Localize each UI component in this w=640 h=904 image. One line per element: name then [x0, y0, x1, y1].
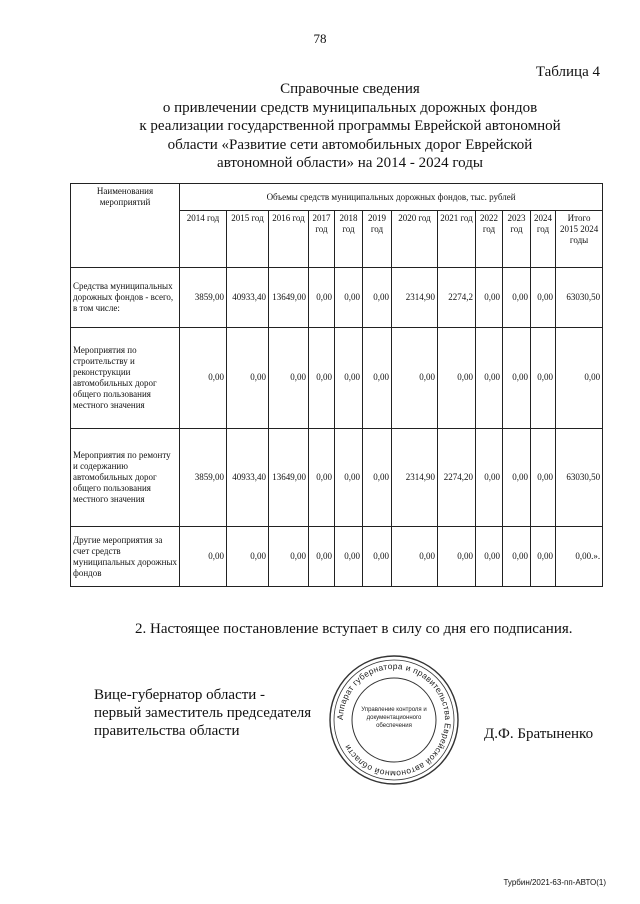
year-column-header: 2014 год [180, 211, 227, 268]
table-row [71, 327, 603, 428]
value-cell: 0,00 [503, 527, 531, 587]
value-cell: 0,00 [476, 327, 503, 428]
year-column-header: 2015 год [227, 211, 269, 268]
page-number: 78 [313, 31, 327, 46]
value-cell: 63030,50 [556, 428, 603, 527]
signatory-title-line: Вице-губернатор области - [94, 687, 266, 703]
value-cell: 0,00 [531, 327, 556, 428]
value-cell: 0,00 [269, 527, 309, 587]
stamp-center-line: Управление контроля и [361, 707, 427, 713]
table-label: Таблица 4 [535, 64, 600, 80]
year-column-header: 2017 год [309, 211, 335, 268]
value-cell: 0,00 [363, 268, 392, 328]
heading-line: автономной области» на 2014 - 2024 годы [217, 155, 483, 171]
value-cell: 0,00 [309, 428, 335, 527]
value-cell: 0,00 [476, 527, 503, 587]
value-cell: 13649,00 [269, 428, 309, 527]
year-column-header: 2020 год [392, 211, 438, 268]
value-cell: 0,00 [392, 327, 438, 428]
value-cell: 0,00 [503, 327, 531, 428]
value-cell: 0,00 [438, 327, 476, 428]
official-stamp [327, 653, 461, 787]
value-cell: 0,00 [556, 327, 603, 428]
value-cell: 0,00 [476, 268, 503, 328]
value-cell: 0,00 [438, 527, 476, 587]
road-funds-table [70, 183, 603, 587]
value-cell: 0,00 [531, 428, 556, 527]
value-cell: 0,00 [309, 268, 335, 328]
value-cell: 0,00 [531, 527, 556, 587]
heading-line: области «Развитие сети автомобильных дорог Еврейской [167, 136, 533, 153]
value-cell: 0,00 [503, 428, 531, 527]
value-cell: 0,00 [309, 327, 335, 428]
value-cell: 0,00 [476, 428, 503, 527]
heading-line: о привлечении средств муниципальных дорожных фондов [162, 99, 538, 116]
document-code: Турбин/2021-63-пп-АВТО(1) [503, 878, 606, 887]
stamp-center-line: документационного [366, 715, 422, 721]
value-cell: 2314,90 [392, 428, 438, 527]
value-cell: 2314,90 [392, 268, 438, 328]
table-row [71, 527, 603, 587]
heading-line: к реализации государственной программы Еврейской автономной [139, 118, 561, 134]
table-row [71, 428, 603, 527]
value-cell: 0,00 [531, 268, 556, 328]
value-cell: 0,00 [180, 527, 227, 587]
row-name-cell: Мероприятия по ремонту и содержанию автомобильных дорог общего пользования местного значения [71, 428, 180, 527]
value-cell: 63030,50 [556, 268, 603, 328]
value-cell: 0,00 [363, 327, 392, 428]
row-name-cell: Мероприятия по строительству и реконструкции автомобильных дорог общего пользования местного значения [71, 327, 180, 428]
value-cell: 13649,00 [269, 268, 309, 328]
value-cell: 2274,2 [438, 268, 476, 328]
year-column-header: 2018 год [335, 211, 363, 268]
value-cell: 0,00 [392, 527, 438, 587]
value-cell: 0,00 [363, 428, 392, 527]
value-cell: 40933,40 [227, 428, 269, 527]
value-cell: 0,00 [335, 527, 363, 587]
year-column-header: 2024 год [531, 211, 556, 268]
name-column-header: Наименования мероприятий [71, 184, 180, 268]
value-cell: 2274,20 [438, 428, 476, 527]
value-cell: 0,00 [363, 527, 392, 587]
table-body [71, 268, 603, 587]
value-cell: 40933,40 [227, 268, 269, 328]
value-cell: 0,00 [180, 327, 227, 428]
document-heading [100, 80, 600, 173]
signatory-title-line: первый заместитель председателя [94, 705, 312, 721]
value-cell: 0,00 [335, 327, 363, 428]
value-cell: 0,00 [335, 268, 363, 328]
value-cell: 0,00.». [556, 527, 603, 587]
year-column-header: 2019 год [363, 211, 392, 268]
value-cell: 3859,00 [180, 428, 227, 527]
value-cell: 3859,00 [180, 268, 227, 328]
year-column-header: 2023 год [503, 211, 531, 268]
value-cell: 0,00 [503, 268, 531, 328]
table-row [71, 268, 603, 328]
signer-name: Д.Ф. Братыненко [484, 726, 594, 742]
year-column-header: 2016 год [269, 211, 309, 268]
row-name-cell: Другие мероприятия за счет средств муниципальных дорожных фондов [71, 527, 180, 587]
volume-group-header: Объемы средств муниципальных дорожных фондов, тыс. рублей [180, 184, 603, 211]
year-column-header: Итого 2015 2024 годы [556, 211, 603, 268]
stamp-center-line: обеспечения [376, 723, 412, 729]
value-cell: 0,00 [227, 527, 269, 587]
signatory-title [94, 686, 311, 740]
signatory-title-line: правительства области [94, 723, 240, 739]
stamp-ring-text: Аппарат губернатора и правительства Еврейской автономной области [334, 660, 454, 780]
year-column-header: 2021 год [438, 211, 476, 268]
effective-date-clause: 2. Настоящее постановление вступает в силу со дня его подписания. [135, 621, 573, 637]
value-cell: 0,00 [227, 327, 269, 428]
value-cell: 0,00 [335, 428, 363, 527]
row-name-cell: Средства муниципальных дорожных фондов - всего, в том числе: [71, 268, 180, 328]
value-cell: 0,00 [269, 327, 309, 428]
year-column-header: 2022 год [476, 211, 503, 268]
heading-line: Справочные сведения [280, 81, 420, 97]
value-cell: 0,00 [309, 527, 335, 587]
